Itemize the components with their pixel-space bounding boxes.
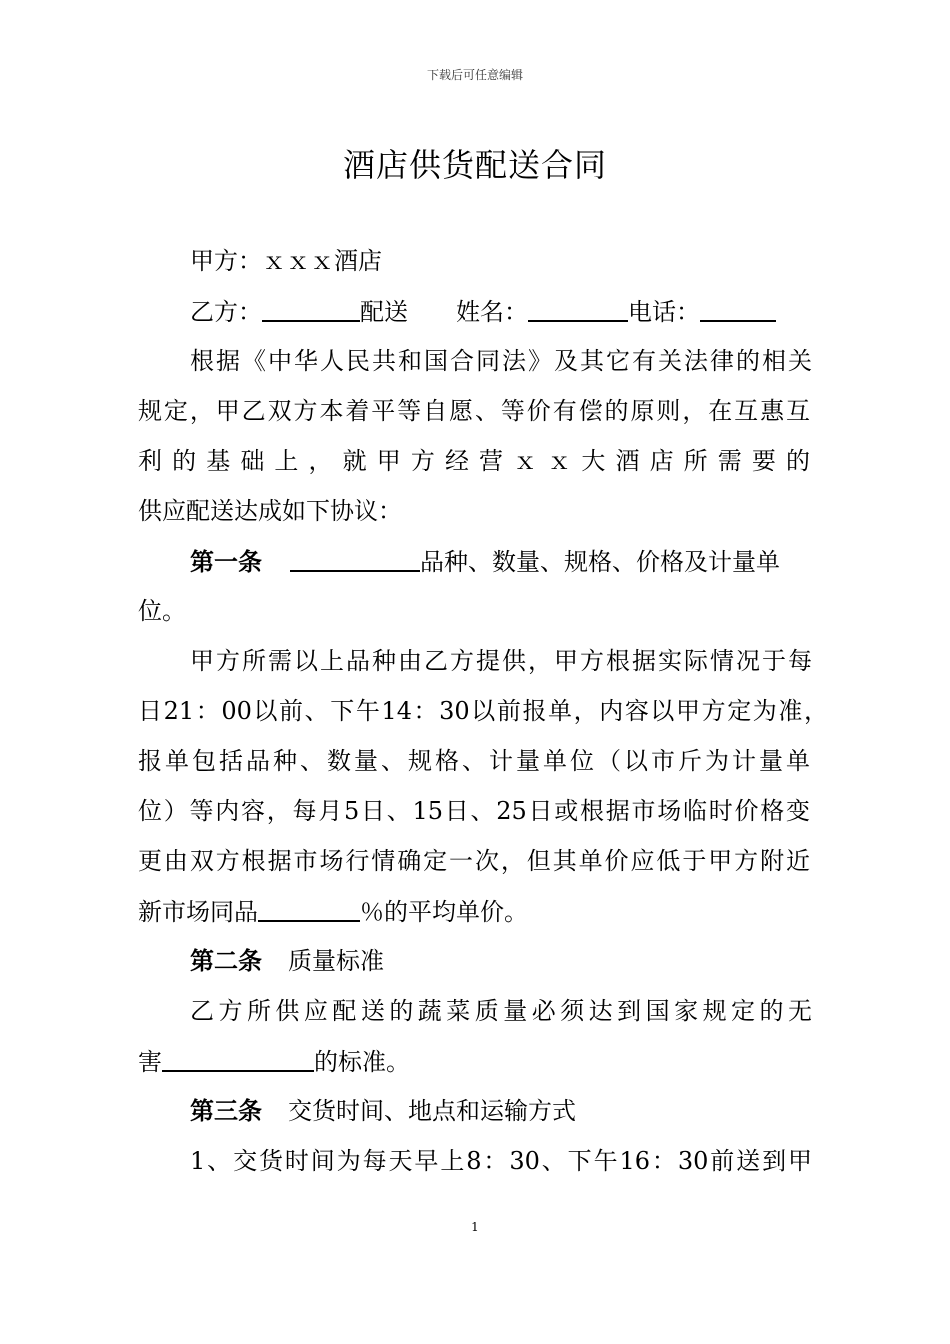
article-1-title: 品种、数量、规格、价格及计量单 [420,548,780,576]
party-b-label: 乙方： [190,298,262,326]
article-3-title: 交货时间、地点和运输方式 [288,1097,576,1125]
intro-line: 规定，甲乙双方本着平等自愿、等价有偿的原则，在互惠互 [138,397,810,425]
intro-line: 根据《中华人民共和国合同法》及其它有关法律的相关 [190,347,812,375]
article-2-suffix: 的标准。 [314,1048,410,1076]
article-1-body-line: 甲方所需以上品种由乙方提供，甲方根据实际情况于每 [190,647,812,675]
article-1-title-cont: 位。 [138,597,186,625]
article-2-title: 质量标准 [288,947,384,975]
article-1-last-line [138,894,528,929]
article-1-last-suffix: ％的平均单价。 [360,898,528,926]
article-1-body-line: 日21：00以前、下午14：30以前报单，内容以甲方定为准， [138,697,828,725]
percent-blank [258,894,360,922]
article-3-body-line: 1、交货时间为每天早上8：30、下午16：30前送到甲 [190,1147,812,1175]
article-2-heading-line [190,944,384,978]
name-blank [528,294,628,322]
page-header: 下载后可任意编辑 [426,68,523,82]
phone-label: 电话： [628,298,700,326]
intro-line: 供应配送达成如下协议： [138,497,402,525]
phone-blank [700,294,776,322]
article-2-body-line: 乙方所供应配送的蔬菜质量必须达到国家规定的无 [190,997,812,1025]
party-b-delivery: 配送 [360,298,408,326]
article-2-body-line2 [138,1044,410,1079]
standard-blank [162,1044,314,1072]
intro-line: 利的基础上，就甲方经营ｘｘ大酒店所需要的 [138,447,810,475]
article-1-last-prefix: 新市场同品 [138,898,258,926]
article-1-body-line: 位）等内容，每月5日、15日、25日或根据市场临时价格变 [138,797,810,825]
article-1-heading-line [190,544,780,579]
party-a: 甲方：ｘｘｘ酒店 [190,247,382,275]
article-3-heading-line [190,1094,576,1128]
article-3-heading: 第三条 [190,1097,262,1125]
article-1-body-line: 更由双方根据市场行情确定一次，但其单价应低于甲方附近 [138,847,810,875]
name-label: 姓名： [456,298,528,326]
page-number: 1 [471,1220,479,1234]
article-1-blank [290,544,420,572]
party-b-line [190,294,776,329]
article-1-heading: 第一条 [190,548,262,576]
article-2-heading: 第二条 [190,947,262,975]
article-1-body-line: 报单包括品种、数量、规格、计量单位（以市斤为计量单 [138,747,810,775]
article-2-prefix: 害 [138,1048,162,1076]
party-b-blank [262,294,360,322]
document-title: 酒店供货配送合同 [342,146,607,184]
